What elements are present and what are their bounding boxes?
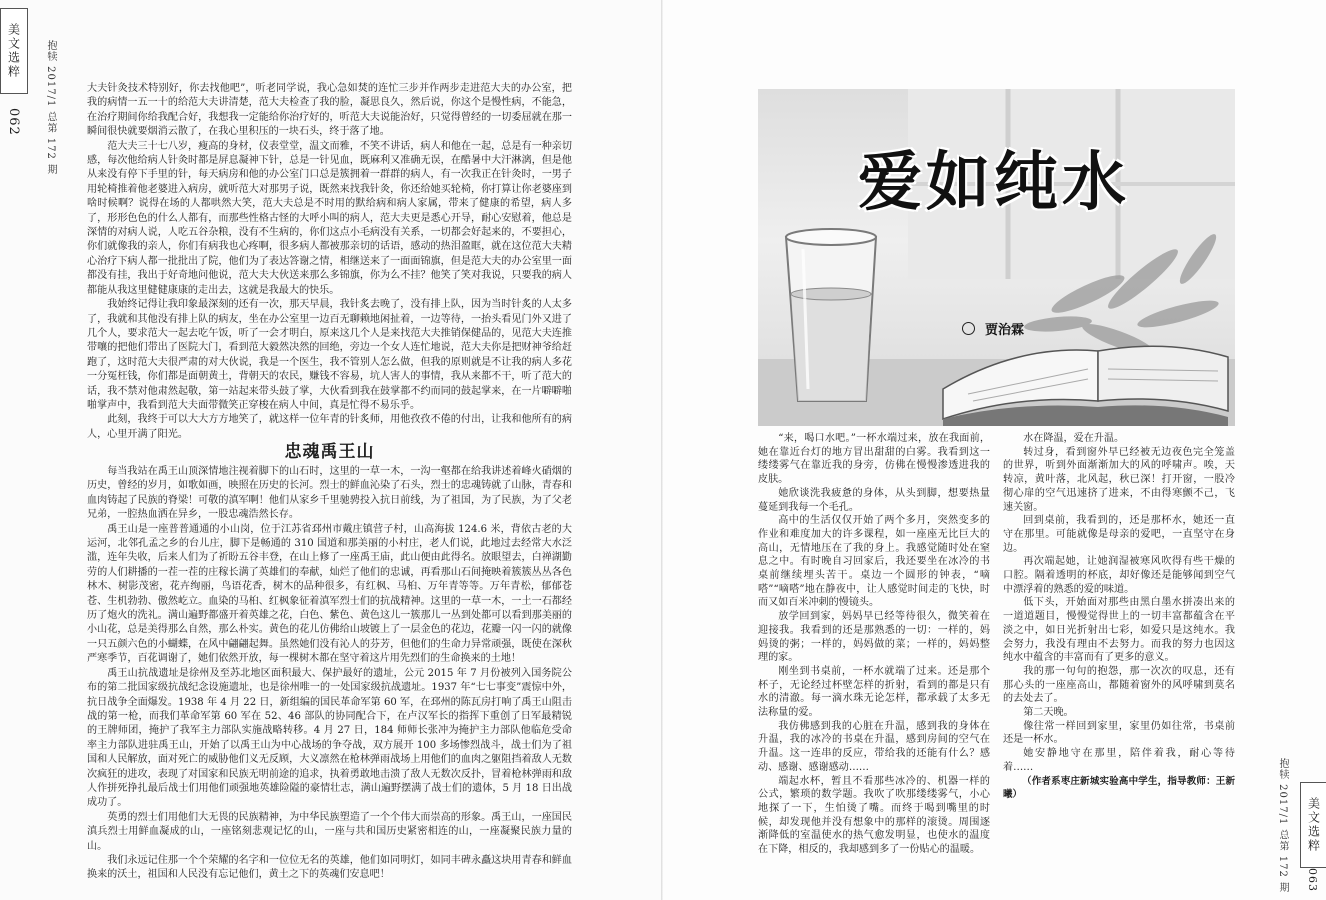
paragraph: 端起水杯，暂且不看那些冰冷的、机器一样的公式，繁琐的数学题。我吹了吹那缕缕雾气，小心地探了一下，生怕烫了嘴。而终于喝到嘴里的时候，却发现他并没有想象中的那样的滚烫。周围逐渐降低的室温使水的热气愈发明显，也使水的温度在下降，相反的，我却感到多了一份贴心的温暖。 xyxy=(758,775,990,856)
paragraph: “来，喝口水吧。”一杯水端过来，放在我面前，她在靠近台灯的地方冒出甜甜的白雾。我看到这一缕缕雾气在靠近我的身旁，仿佛在慢慢渗透进我的皮肤。 xyxy=(758,433,990,486)
paragraph: 高中的生活仅仅开始了两个多月，突然变多的作业和难度加大的许多课程，如一座座无比巨大的高山，无情地压在了我的身上。我感觉随时处在窒息之中。有时晚自习回家后，我还要坐在冰冷的书桌前继续埋头苦干。桌边一个圆形的钟表，“嘀嗒”“嘀嗒”地在静夜中，让人感觉时间走的飞快，时而又如百米冲刺的慢镜头。 xyxy=(758,515,990,609)
paragraph: 放学回到家，妈妈早已经等待很久，微笑着在迎接我。我看到的还是那熟悉的一切：一样的，妈妈烫的粥；一样的，妈妈做的菜；一样的，妈妈整理的家。 xyxy=(758,611,990,664)
paragraph: 每当我站在禹王山顶深情地注视着脚下的山石时，这里的一草一木，一沟一壑都在给我讲述着峰火硝烟的历史，曾经的岁月，如歌如画，映照在历史的长河。烈士的鲜血沁染了石头，烈士的忠魂铸就了山脉，青春和血肉铸起了民族的脊梁！可敬的滇军啊！他们从家乡千里驰骋投入抗日前线，为了祖国，为了民族，为了父老兄弟，一腔热血洒在异乡，一股忠魂浩然长存。 xyxy=(87,466,572,521)
paragraph: 英勇的烈士们用他们大无畏的民族精神，为中华民族塑造了一个个伟大而崇高的形象。禹王山，一座国民滇兵烈士用鲜血凝成的山，一座铭刻悲观记忆的山，一座与共和国历史紧密相连的山，一座凝聚民族力量的山。 xyxy=(87,811,572,852)
paragraph: 第二天晚。 xyxy=(1023,707,1074,719)
article-body xyxy=(87,465,572,883)
paragraph: 她欣谈洗我疲惫的身体，从头到脚，想要热量蔓延到我每一个毛孔。 xyxy=(758,487,990,513)
circle-bullet-icon xyxy=(962,322,975,335)
article-column-2 xyxy=(1003,432,1235,802)
paragraph: 转过身，看到窗外早已经被无边夜色完全笼盖的世界，听到外面渐渐加大的风的呼啸声。唉，天转凉，黄叶落，北风起，秋已深！打开窗，一股冷彻心扉的空气迅速挤了进来，不由得寒颤不己，飞速关窗。 xyxy=(1003,446,1235,513)
page-number: 062 xyxy=(6,108,21,136)
paragraph: 我始终记得让我印象最深刻的还有一次，那天早晨，我针炙去晚了，没有排上队，因为当时针炙的人太多了，我就和其他没有排上队的病友，坐在办公室里一边百无聊赖地闲扯着，一边等待，一抬头看见门外又进了几个人，要求范大一起去吃午饭，听了一会才明白，原来这几个人是来找范大夫推销保健品的，见范大夫连推带嚷的把他们带出了医院大门，看到范大毅然决然的回绝，旁边一个女人连忙地说，范大夫你是把财神爷给赶跑了，这时范大夫很严肃的对大伙说，我是一个医生，我不管别人怎么做，但我的原则就是不让我的病人多花一分冤枉钱，你们都是面朝黄土，背朝天的农民，赚钱不容易，坑人害人的事情，我从来都不干，听了范大的话，我不禁对他肃然起敬，第一站起来带头鼓了掌，大伙看到我在鼓掌都不约而同的鼓起掌来，在一片噼噼啪啪掌声中，我看到范大夫面带微笑正穿梭在病人中间，真是忙得不易乐乎。 xyxy=(87,299,572,411)
issue-meta: 抱犊 2017/1 总第 172 期 xyxy=(1277,758,1288,893)
paragraph: 刚坐到书桌前，一杯水就端了过来。还是那个杯子，无论经过杯壁怎样的折射，看到的都是只有水的清澈。每一滴水珠无论怎样，都承载了太多无法称量的爱。 xyxy=(758,665,990,719)
paragraph: 我仿佛感到我的心脏在升温，感到我的身体在升温，我的冰冷的书桌在升温，感到房间的空气在升温。这一连串的反应，带给我的还能有什么？感动、感谢、感谢感动…… xyxy=(758,720,990,773)
issue-meta: 抱犊 2017/1 总第 172 期 xyxy=(45,40,56,175)
article-title: 爱如纯水 xyxy=(858,146,1130,220)
title-illustration xyxy=(758,89,1235,426)
author-byline xyxy=(962,319,1024,338)
section-title: 忠魂禹王山 xyxy=(284,442,375,462)
paragraph: 回到桌前，我看到的，还是那杯水，她还一直守在那里。可能就像是母亲的爱吧，一直坚守在身边。 xyxy=(1003,515,1235,554)
author-note: （作者系枣庄新城实验高中学生，指导教师：王新曦） xyxy=(1003,775,1235,801)
paragraph: 低下头，开始面对那些由黑白墨水拼凑出来的一道道题目，慢慢觉得世上的一切丰富都蕴含在平淡之中，如日光折射出七彩，如爱只是这纯水。我会努力，我没有理由不去努力。而我的努力也因这纯水中蕴含的丰富而有了更多的意义。 xyxy=(1003,597,1235,664)
paragraph: 我们永远记住那一个个荣耀的名字和一位位无名的英雄，他们如同明灯，如同丰碑永矗这块用青春和鲜血换来的沃土，祖国和人民没有忘记他们，黄土之下的英魂们安息吧！ xyxy=(87,854,572,881)
paragraph: 我的那一句句的抱怨，那一次次的叹息，还有那心头的一座座高山，都随着窗外的风呼啸到莫名的去处去了。 xyxy=(1003,665,1235,705)
magazine-name-tab: 美文选粹 xyxy=(1300,782,1326,868)
paragraph: 像往常一样回到家里，家里仍如往常，书桌前还是一杯水。 xyxy=(1003,720,1235,746)
article-continued xyxy=(87,82,572,442)
magazine-name-tab: 美文选粹 xyxy=(0,8,28,94)
author-name: 贾治霖 xyxy=(985,323,1025,338)
page-number: 063 xyxy=(1306,868,1319,892)
paragraph: 此刻，我终于可以大大方方地笑了，就这样一位年青的针炙师，用他孜孜不倦的付出，让我和他所有的病人，心里开满了阳光。 xyxy=(87,414,572,440)
paragraph: 禹王山抗战遗址是徐州及至苏北地区面积最大、保护最好的遗址，公元 2015 年 7 月份被列入国务院公布的第二批国家级抗战纪念设施遗址，也是徐州唯一的一处国家级抗战遗址。1937 年“七七事变”震惊中外，抗日战争全面爆发。1938 年 4 月 22 日，新组编的国民革命军第 60 军，在邳州的陈瓦房打响了禹王山阻击战的第一枪，而我们革命军第 60 军在 52、46 部队的协同配合下，在卢汉军长的指挥下重创了日军最精锐的王牌师团，掩护了我军主力部队实施战略转移。4 月 27 日，184 师师长张冲为掩护主力部队他临危受命率主力部队进驻禹王山，开始了以禹王山为中心战场的争夺战，双方展开 100 多场惨烈战斗，战士们为了祖国和人民解放，面对死亡的威胁他们义无反顾，大义凛然在枪林弹雨战场上用他们的血肉之躯阻挡着敌人无数次疯狂的进攻，表现了对国家和民族无明前途的追求，执着勇敢地击溃了敌人无数次反扑，冒着枪林弹雨和敌人作拼死挣扎最后战士们用他们顽强地英雄险隘的豪情壮志，满山遍野摆满了战士们的遗体，5 月 18 日出战成功了。 xyxy=(87,667,572,809)
article-column-1 xyxy=(758,432,990,857)
paragraph: 范大夫三十七八岁，瘦高的身材，仪表堂堂，温文而雅，不笑不讲话，病人和他在一起，总是有一种亲切感，每次他给病人针灸时都是屏息凝神下针，总是一针见血，既麻利又准确无误，在酷暑中大汗淋漓，但是他从来没有停下手里的针，每天病房和他的办公室门口总是簇拥着一群群的病人，有一次我正在针灸时，一男子用轮椅推着他老婆进入病房，就听范大对那男子说，既然来找我针灸，你还给她买轮椅，你打算让你老婆座到啥时候啊？说得在场的人都哄然大笑，范大夫总是不时用的默给病和病人家属，带来了健康的希望，病人多了，形形色色的什么人都有，而那些性格古怪的大呼小叫的病人，范大夫更是悉心开导，耐心安慰着，他总是深情的对病人说，人吃五谷杂粮，没有不生病的，你们这点小毛病没有关系，一切都会好起来的，不要担心，你们就像我的亲人，你们有病我也心疼啊，很多病人都被那亲切的话语，感动的热泪盈眶，就在这位范大夫精心治疗下病人都一批批出了院，他们为了表达答谢之情，相继送来了一面面锦旗，但是范大夫的办公室里一面都没有挂，我出于好奇地问他说，范大夫大伙送来那么多锦旗，你为么不挂？他笑了笑对我说，只要我的病人都能从我这里健健康康的走出去，这就是我最大的快乐。 xyxy=(87,140,572,296)
paragraph: 再次端起她，让她润湿被寒风吹得有些干燥的口腔。隔着透明的杯底，却好像还是能够闻到空气中漂浮着的熟悉的爱的味道。 xyxy=(1003,556,1235,595)
paragraph: 禹王山是一座普普通通的小山岗，位于江苏省邳州市戴庄镇营子村，山高海拔 124.6 米，背依古老的大运河，北邻孔孟之乡的台儿庄，脚下是畅通的 310 国道和那美丽的小村庄，老人们说，此地过去经常大水泛滥，连年失收，后来人们为了祈盼五谷丰登，在山上修了一座禹王庙，此山便由此得名。放眼望去，白禅湖勤劳的人们耕播的一茬一茬的庄稼长满了英雄们的奉献，灿烂了他们的忠诚，再看那山石间掩映着簇簇丛丛各色林木、树影茂密，花卉绚丽，鸟语花香，树木的品种很多，有红枫、马桕、万年青等等。万年青松，郁郁苍苍、生机勃勃、傲然屹立。血染的马桕、红枫象征着滇军烈士们的抗战精神。这里的一草一木，一土一石都经历了炮火的洗礼。满山遍野都盛开着英雄之花，白色、紫色、黄色这儿一簇那儿一丛到处都可以看到那美丽的小山花，总是美得那么自然，那么朴实。黄色的花儿仿佛给山坡镀上了一层金色的花边，花瓣一闪一闪的就像一只五颜六色的小蝴蝶，在风中翩翩起舞。虽然她们没有沁人的芬芳，但他们的生命力异常顽强，既使在深秋严寒季节，百花调谢了，她们依然开放，每一棵树木都在坚守着这片用先烈们的生命换来的土地！ xyxy=(87,523,572,665)
paragraph: 她安静地守在那里，陪伴着我，耐心等待着…… xyxy=(1003,748,1235,773)
paragraph: 大夫针灸技术特别好，你去找他吧”，听老同学说，我心急如焚的连忙三步并作两步走进范大夫的办公室，把我的病情一五一十的给范大夫讲清楚，范大夫检查了我的脸，凝思良久，然后说，你这个是慢性病，不能急，在治疗期间你给我配合好，我想我一定能给你治疗好的，听范大夫说能治好，只觉得曾经的一切委屈就在那一瞬间很快就要烟消云散了，在我心里积压的一块石头，终于落了地。 xyxy=(87,83,572,138)
paragraph: 水在降温，爱在升温。 xyxy=(1023,433,1125,444)
